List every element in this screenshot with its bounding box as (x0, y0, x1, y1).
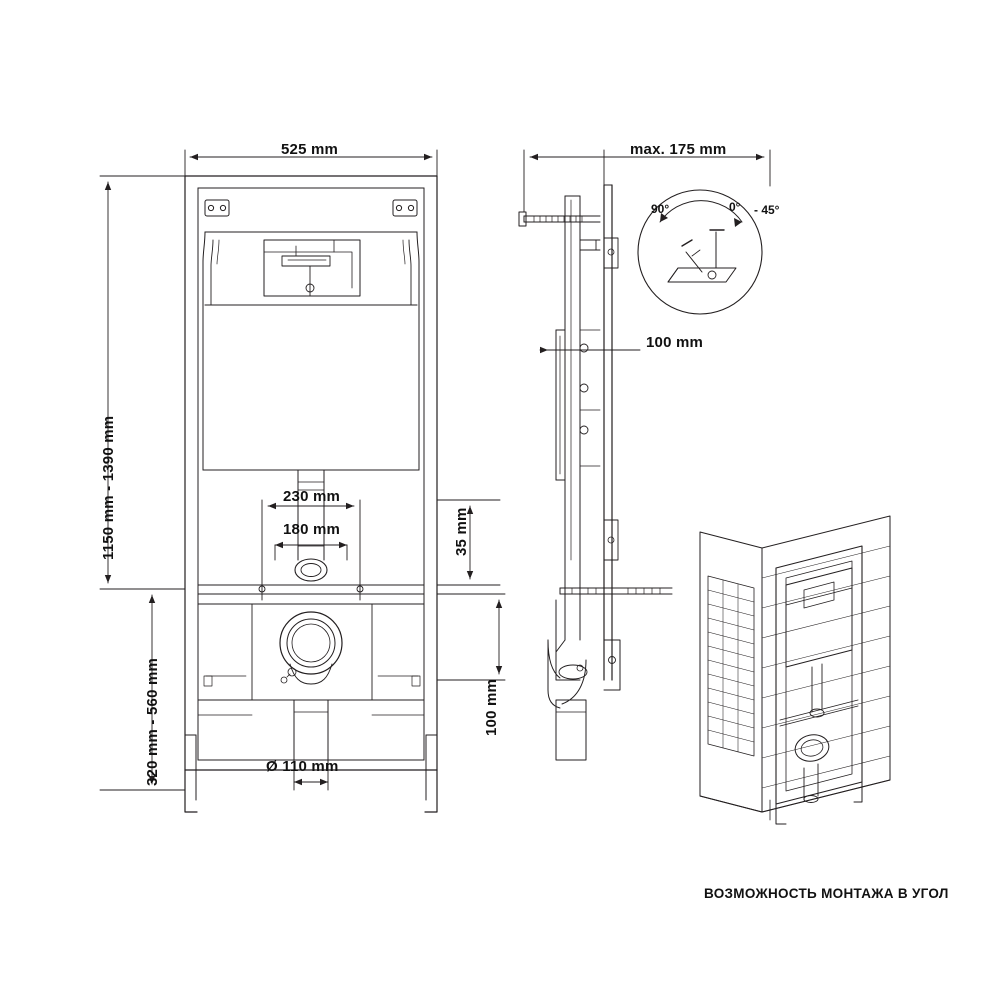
dim-bolt-spacing-inner: 180 mm (283, 521, 341, 538)
side-dimensions (524, 150, 770, 360)
dim-offset-35: 35 mm (453, 507, 470, 556)
side-view-group (519, 185, 672, 760)
angle-right-start-label: 0° (729, 200, 741, 214)
dim-height-low-range: 320 mm - 560 mm (144, 657, 161, 786)
iso-view-group (700, 516, 890, 824)
angle-right-end-label: - 45° (754, 203, 780, 217)
dim-side-depth-max: max. 175 mm (630, 141, 727, 158)
dim-width-top: 525 mm (281, 141, 339, 158)
dim-drain-diameter: Ø 110 mm (266, 758, 339, 775)
dim-height-range: 1150 mm - 1390 mm (100, 415, 117, 560)
dim-offset-100: 100 mm (483, 678, 500, 736)
caption-corner-mount: ВОЗМОЖНОСТЬ МОНТАЖА В УГОЛ (704, 886, 949, 901)
dim-side-depth-100: 100 mm (646, 334, 704, 351)
dim-bolt-spacing-outer: 230 mm (283, 488, 341, 505)
angle-left-label: 90° (651, 202, 670, 216)
